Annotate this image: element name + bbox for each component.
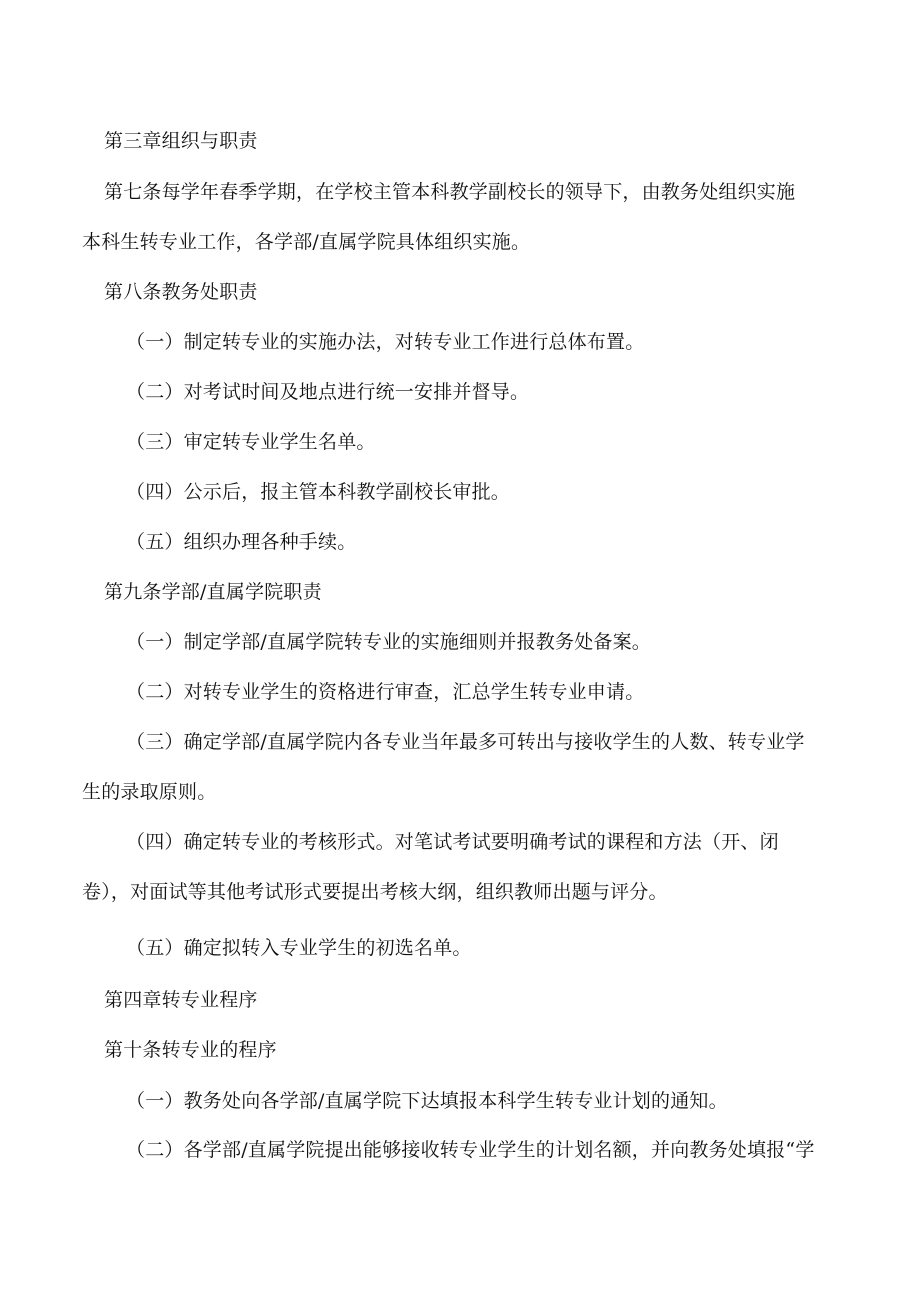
article-8-item-1: （一）制定转专业的实施办法，对转专业工作进行总体布置。	[126, 331, 645, 353]
article-7-line-1: 第七条每学年春季学期，在学校主管本科教学副校长的领导下，由教务处组织实施	[104, 181, 796, 203]
chapter-4-heading: 第四章转专业程序	[104, 989, 258, 1011]
chapter-3-heading: 第三章组织与职责	[104, 130, 258, 152]
article-9-item-3-line-2: 生的录取原则。	[82, 781, 217, 803]
article-9-item-2: （二）对转专业学生的资格进行审查，汇总学生转专业申请。	[126, 681, 645, 703]
article-9-item-3-line-1: （三）确定学部/直属学院内各专业当年最多可转出与接收学生的人数、转专业学	[126, 731, 805, 753]
article-9-item-4-line-1: （四）确定转专业的考核形式。对笔试考试要明确考试的课程和方法（开、闭	[126, 831, 779, 853]
article-10-heading: 第十条转专业的程序	[104, 1039, 277, 1061]
article-8-item-2: （二）对考试时间及地点进行统一安排并督导。	[126, 381, 530, 403]
article-10-item-1: （一）教务处向各学部/直属学院下达填报本科学生转专业计划的通知。	[126, 1090, 728, 1112]
article-8-heading: 第八条教务处职责	[104, 281, 258, 303]
article-9-heading: 第九条学部/直属学院职责	[104, 581, 322, 603]
article-8-item-5: （五）组织办理各种手续。	[126, 531, 357, 553]
article-10-item-2: （二）各学部/直属学院提出能够接收转专业学生的计划名额，并向教务处填报“学	[126, 1139, 815, 1161]
article-8-item-4: （四）公示后，报主管本科教学副校长审批。	[126, 481, 511, 503]
article-9-item-1: （一）制定学部/直属学院转专业的实施细则并报教务处备案。	[126, 631, 652, 653]
article-7-line-2: 本科生转专业工作，各学部/直属学院具体组织实施。	[82, 231, 531, 253]
article-9-item-5: （五）确定拟转入专业学生的初选名单。	[126, 937, 472, 959]
article-9-item-4-line-2: 卷），对面试等其他考试形式要提出考核大纲，组织教师出题与评分。	[82, 881, 668, 903]
article-8-item-3: （三）审定转专业学生名单。	[126, 431, 376, 453]
